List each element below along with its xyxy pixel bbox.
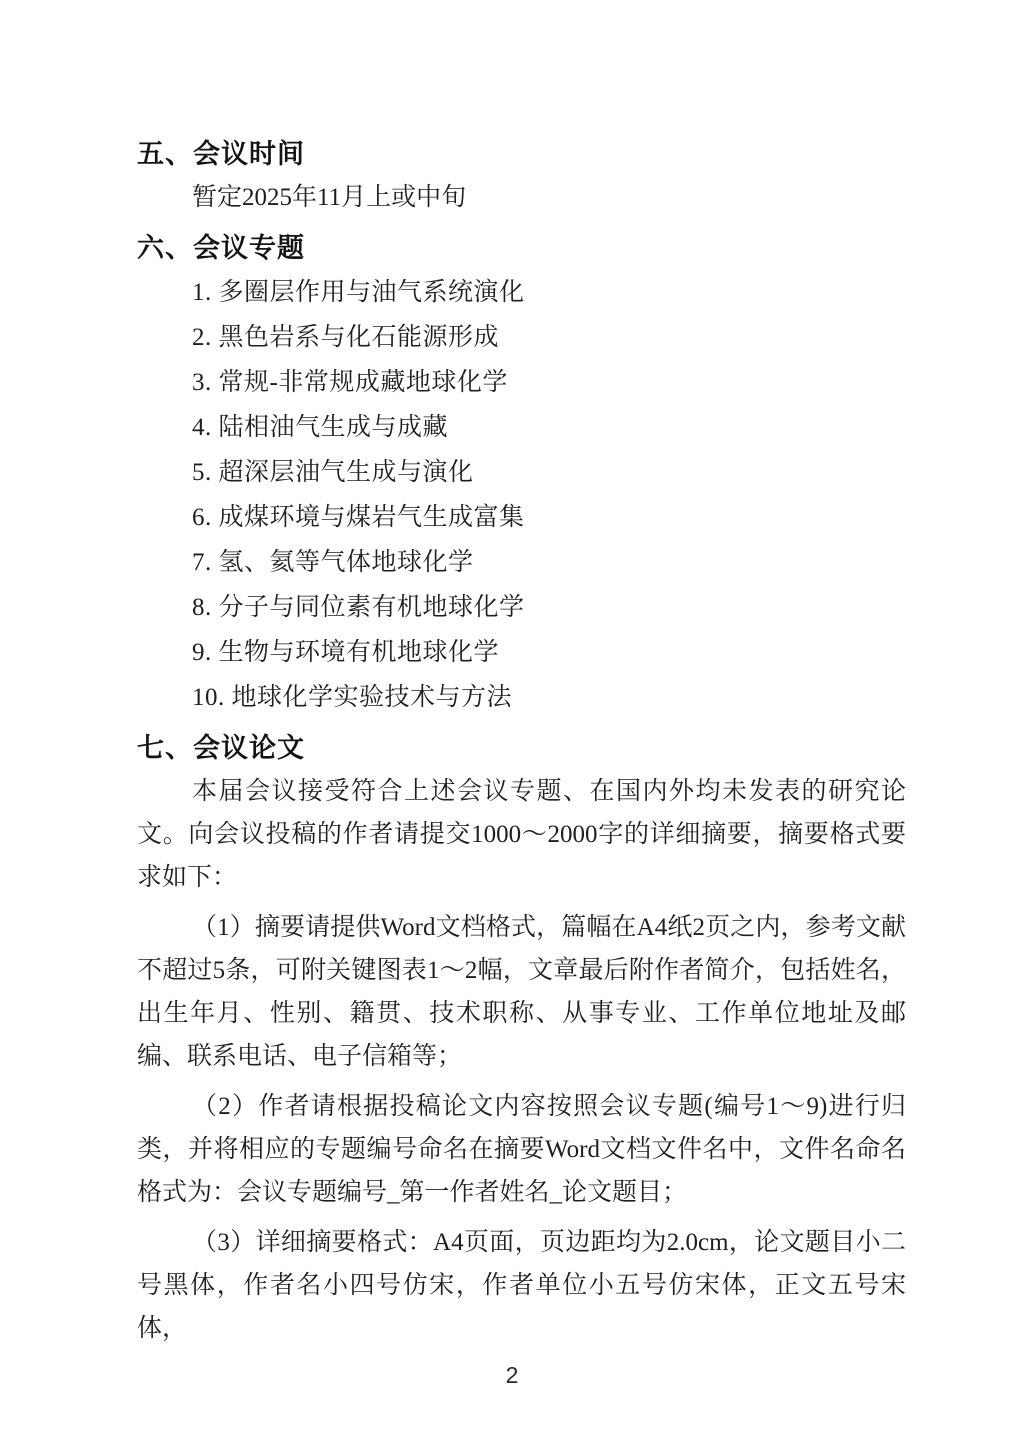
topic-list-item: 4. 陆相油气生成与成藏 (192, 414, 449, 441)
paper-paragraph-3: （3）详细摘要格式：A4页面，页边距均为2.0cm，论文题目小二号黑体，作者名小四号仿宋，作者单位小五号仿宋体，正文五号宋体， (137, 1229, 906, 1342)
section-5-heading: 五、会议时间 (137, 139, 305, 169)
section-6-heading: 六、会议专题 (137, 233, 305, 263)
topic-list-item: 1. 多圈层作用与油气系统演化 (192, 279, 525, 306)
topic-list-item: 5. 超深层油气生成与演化 (192, 459, 474, 486)
topic-list-item: 2. 黑色岩系与化石能源形成 (192, 324, 500, 351)
section-7-paragraphs (137, 770, 906, 1350)
topic-list (137, 270, 906, 720)
topic-list-item: 8. 分子与同位素有机地球化学 (192, 594, 525, 621)
topic-list-item: 7. 氢、氦等气体地球化学 (192, 549, 474, 576)
topic-list-item: 10. 地球化学实验技术与方法 (192, 684, 513, 711)
topic-list-item: 3. 常规-非常规成藏地球化学 (192, 369, 508, 396)
page-number: 2 (505, 1362, 519, 1388)
paper-paragraph-1: （1）摘要请提供Word文档格式，篇幅在A4纸2页之内，参考文献不超过5条，可附关键图表1～2幅，文章最后附作者简介，包括姓名，出生年月、性别、籍贯、技术职称、从事专业、工作单位地址及邮编、联系电话、电子信箱等； (137, 914, 906, 1070)
section-7-heading: 七、会议论文 (137, 733, 305, 763)
topic-list-item: 9. 生物与环境有机地球化学 (192, 639, 500, 666)
paper-paragraph-2: （2）作者请根据投稿论文内容按照会议专题(编号1～9)进行归类，并将相应的专题编号命名在摘要Word文档文件名中，文件名命名格式为：会议专题编号_第一作者姓名_论文题目； (137, 1093, 906, 1206)
section-5-body: 暂定2025年11月上或中旬 (192, 184, 467, 211)
topic-list-item: 6. 成煤环境与煤岩气生成富集 (192, 504, 525, 531)
paper-paragraph-intro: 本届会议接受符合上述会议专题、在国内外均未发表的研究论文。向会议投稿的作者请提交1000～2000字的详细摘要，摘要格式要求如下： (137, 778, 906, 891)
